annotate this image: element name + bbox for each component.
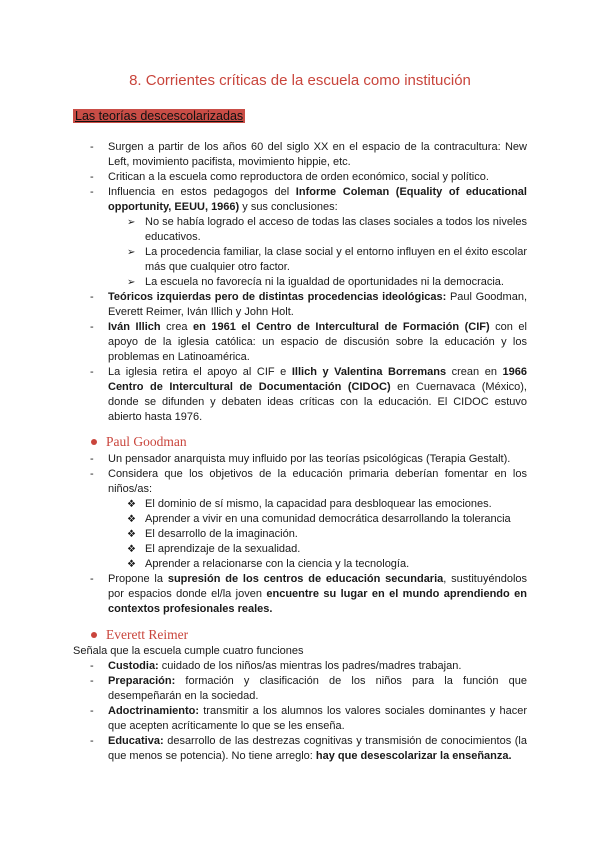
dash-bullet: - — [90, 453, 94, 465]
list-item: - Preparación: formación y clasificación de los niños para la función que desempeñarán en la sociedad. — [90, 675, 527, 702]
dash-bullet: - — [90, 186, 94, 198]
list-item: - Adoctrinamiento: transmitir a los alumnos los valores sociales dominantes y hacer que acepten acríticamente lo que se les enseña. — [90, 705, 527, 732]
list-item: - Propone la supresión de los centros de educación secundaria, sustituyéndolos por espacios donde el/la joven encuentre su lugar en el mundo aprendiendo en contextos profesionales reales. — [90, 573, 528, 615]
diamond-bullet-icon: ❖ — [127, 499, 136, 510]
dash-bullet: - — [90, 660, 94, 672]
list-item: - Influencia en estos pedagogos del Informe Coleman (Equality of educational opportunity, EEUU, 1966) y sus conclusiones: — [90, 186, 527, 213]
dash-bullet: - — [90, 141, 94, 153]
sub-list-item: ➢ La escuela no favorecía ni la igualdad de oportunidades ni la democracia. — [127, 276, 504, 288]
diamond-bullet-icon: ❖ — [127, 544, 136, 555]
dash-bullet: - — [90, 573, 94, 585]
sub-list-item: ❖ El desarrollo de la imaginación. — [127, 528, 298, 540]
section-subhead: Las teorías descescolarizadas — [75, 109, 244, 123]
dash-bullet: - — [90, 735, 94, 747]
page-title: 8. Corrientes críticas de la escuela como institución — [129, 72, 471, 89]
list-item: - Considera que los objetivos de la educación primaria deberían fomentar en los niños/as: — [90, 468, 527, 495]
section-heading-goodman: Paul Goodman — [73, 434, 187, 450]
sub-list-item: ➢ No se había logrado el acceso de todas las clases sociales a todos los niveles educativos. — [127, 216, 527, 243]
list-item: - Custodia: cuidado de los niños/as mientras los padres/madres trabajan. — [90, 660, 462, 672]
arrow-bullet-icon: ➢ — [127, 277, 136, 288]
arrow-bullet-icon: ➢ — [127, 247, 136, 258]
list-item: - Critican a la escuela como reproductora de orden económico, social y político. — [90, 171, 489, 183]
diamond-bullet-icon: ❖ — [127, 559, 136, 570]
sub-list-item: ❖ Aprender a vivir en una comunidad democrática desarrollando la tolerancia — [127, 513, 511, 525]
dash-bullet: - — [90, 366, 94, 378]
diamond-bullet-icon: ❖ — [127, 529, 136, 540]
list-item: - Un pensador anarquista muy influido por las teorías psicológicas (Terapia Gestalt). — [90, 453, 511, 465]
dash-bullet: - — [90, 705, 94, 717]
list-item: - Surgen a partir de los años 60 del siglo XX en el espacio de la contracultura: New Left, movimiento pacifista, movimiento hippie, etc. — [90, 141, 527, 168]
list-item: - Educativa: desarrollo de las destrezas cognitivas y transmisión de conocimientos (la que menos se potencia). No tiene arreglo: hay que desescolarizar la enseñanza. — [90, 735, 527, 762]
bullet-dot-icon — [91, 632, 97, 638]
sub-list-item: ❖ El aprendizaje de la sexualidad. — [127, 543, 301, 555]
list-item: - Teóricos izquierdas pero de distintas procedencias ideológicas: Paul Goodman, Everett Reimer, Iván Illich y John Holt. — [90, 291, 527, 318]
sub-list-item: ❖ Aprender a relacionarse con la ciencia y la tecnología. — [127, 558, 410, 570]
dash-bullet: - — [90, 171, 94, 183]
goodman-list — [0, 452, 600, 617]
dash-bullet: - — [90, 468, 94, 480]
reimer-lead: Señala que la escuela cumple cuatro funciones — [73, 645, 304, 657]
dash-bullet: - — [90, 321, 94, 333]
reimer-list — [0, 659, 600, 764]
arrow-bullet-icon: ➢ — [127, 217, 136, 228]
sub-list-item: ➢ La procedencia familiar, la clase social y el entorno influyen en el éxito escolar más que cualquier otro factor. — [127, 246, 527, 273]
section-heading-reimer: Everett Reimer — [73, 627, 188, 643]
sub-list-item: ❖ El dominio de sí mismo, la capacidad para desbloquear las emociones. — [127, 498, 492, 510]
list-item: - Iván Illich crea en 1961 el Centro de Intercultural de Formación (CIF) con el apoyo de la iglesia católica: un espacio de discusión sobre la educación y los problemas en Latinoamérica. — [90, 321, 527, 363]
intro-list — [0, 140, 600, 425]
dash-bullet: - — [90, 291, 94, 303]
dash-bullet: - — [90, 675, 94, 687]
bullet-dot-icon — [91, 439, 97, 445]
list-item: - La iglesia retira el apoyo al CIF e Illich y Valentina Borremans crean en 1966 Centro de Intercultural de Documentación (CIDOC) en Cuernavaca (México), donde se difunden y debaten ideas críticas con la educación. El CIDOC estuvo abierto hasta 1976. — [90, 366, 527, 423]
diamond-bullet-icon: ❖ — [127, 514, 136, 525]
